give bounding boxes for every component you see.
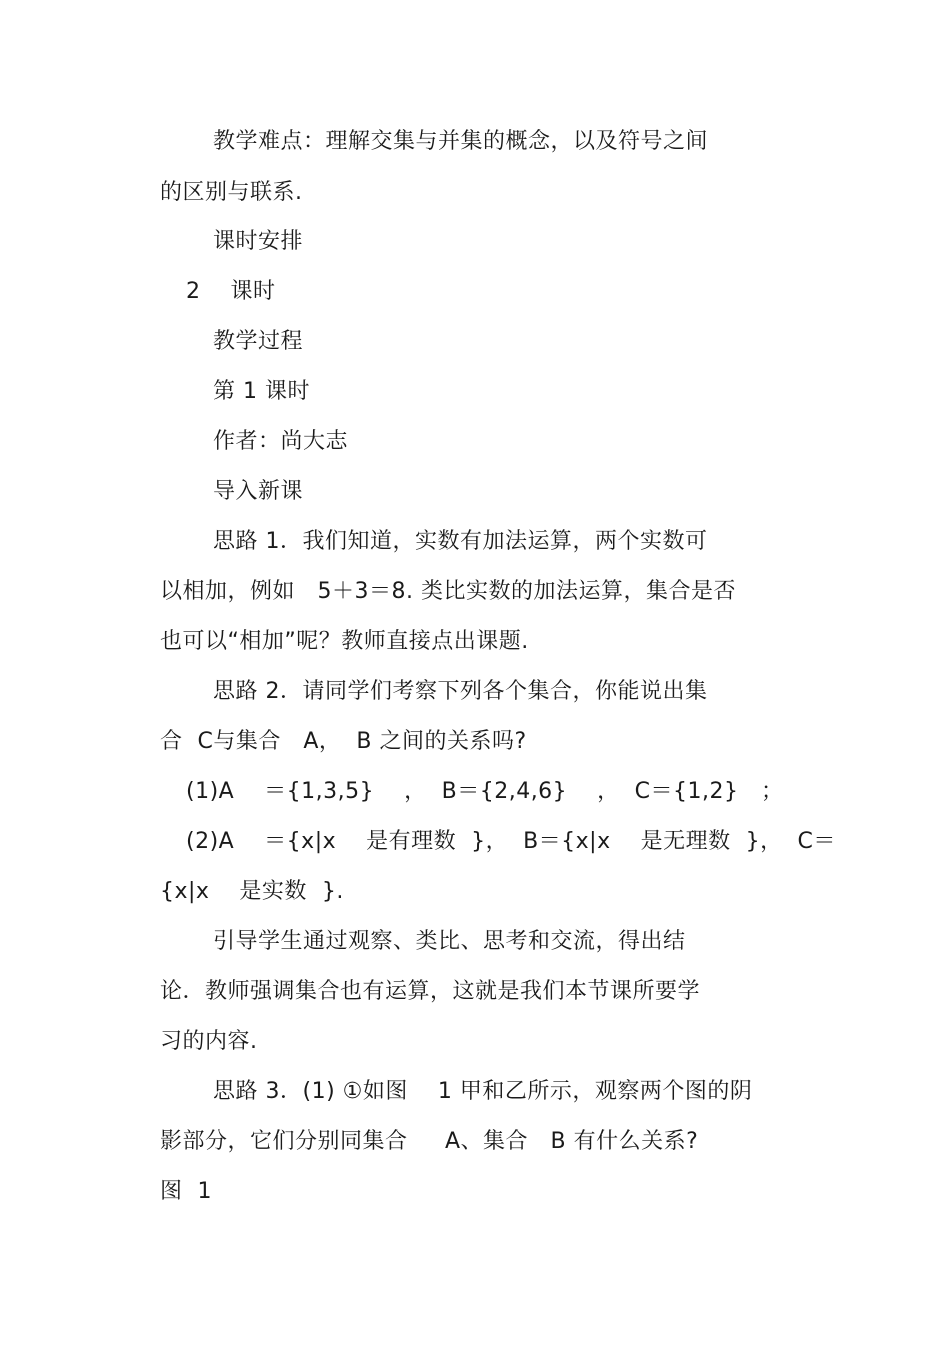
text-line-guide-cont2: 习的内容.	[160, 1029, 258, 1054]
figure-caption: 图 1	[160, 1179, 212, 1204]
text-line-idea3-cont: 影部分，它们分别同集合 A、集合 B 有什么关系?	[160, 1129, 699, 1154]
text-line-guide-cont1: 论．教师强调集合也有运算，这就是我们本节课所要学	[160, 979, 701, 1004]
text-line-idea2-cont: 合 C与集合 A， B 之间的关系吗?	[160, 729, 527, 754]
text-line-periods: 2 课时	[186, 279, 276, 304]
text-line-idea2: 思路 2．请同学们考察下列各个集合，你能说出集	[213, 679, 708, 704]
text-line-example2: (2)A ＝{x|x 是有理数 }， B＝{x|x 是无理数 }， C＝	[186, 829, 836, 854]
heading-period-1: 第 1 课时	[213, 379, 310, 404]
heading-schedule: 课时安排	[213, 229, 304, 254]
heading-process: 教学过程	[213, 329, 304, 354]
text-line-example2-cont: {x|x 是实数 }.	[160, 879, 344, 904]
text-line-difficulty: 教学难点：理解交集与并集的概念，以及符号之间	[213, 129, 709, 154]
text-line-guide: 引导学生通过观察、类比、思考和交流，得出结	[213, 929, 686, 954]
text-line-author: 作者：尚大志	[213, 429, 349, 454]
text-line-example1: (1)A ＝{1,3,5} ， B＝{2,4,6} ， C＝{1,2} ；	[186, 779, 784, 804]
text-line-idea1-cont1: 以相加，例如 5＋3＝8. 类比实数的加法运算，集合是否	[160, 579, 736, 604]
text-line-difficulty-cont: 的区别与联系.	[160, 180, 303, 205]
text-line-idea3: 思路 3．(1) ①如图 1 甲和乙所示，观察两个图的阴	[213, 1079, 753, 1104]
heading-intro: 导入新课	[213, 479, 304, 504]
text-line-idea1-cont2: 也可以“相加”呢？教师直接点出课题.	[160, 629, 529, 654]
text-line-idea1: 思路 1．我们知道，实数有加法运算，两个实数可	[213, 529, 708, 554]
